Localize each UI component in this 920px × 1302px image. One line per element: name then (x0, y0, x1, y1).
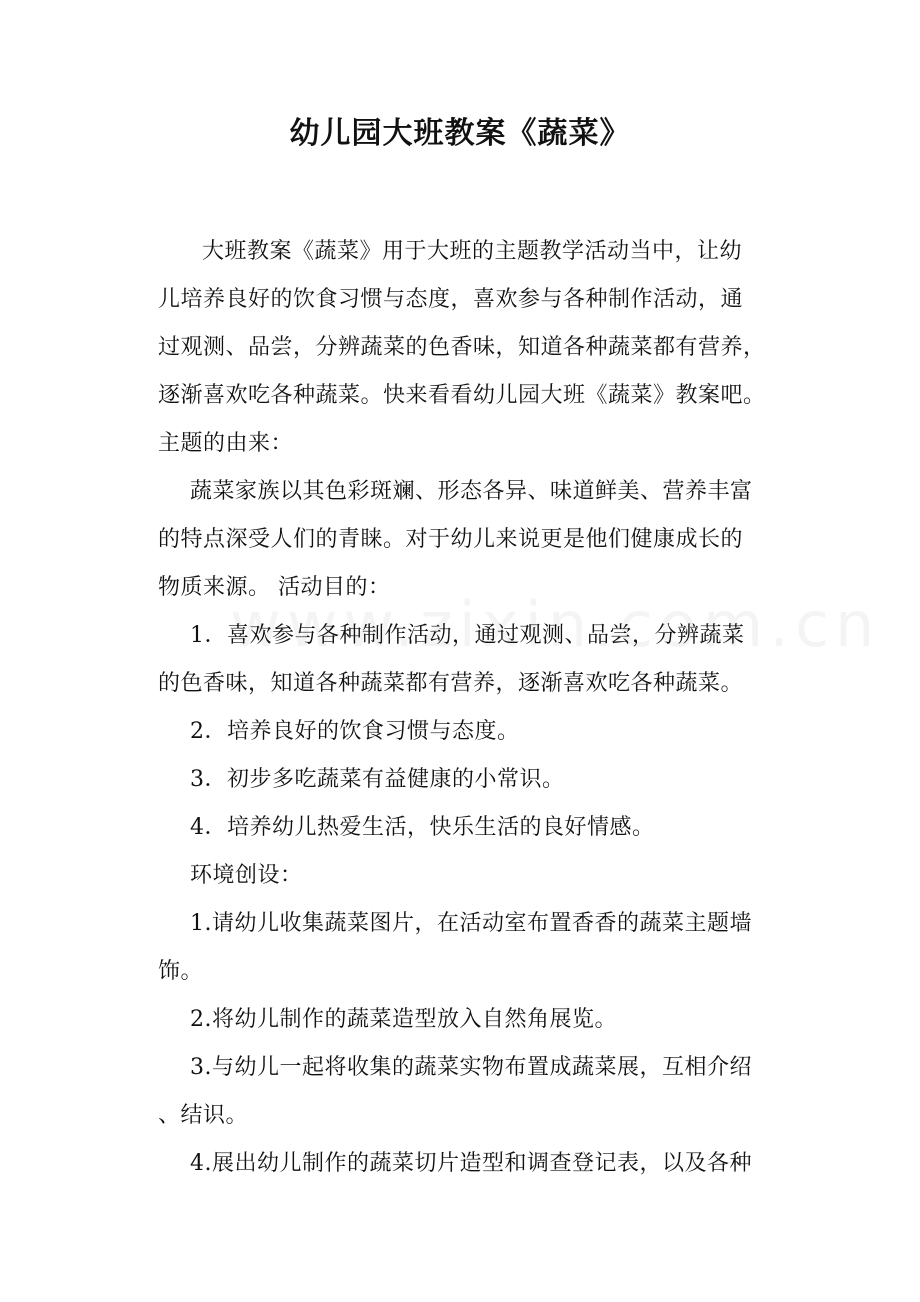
paragraph-line: 物质来源。 活动目的： (158, 575, 391, 600)
list-item: 4．培养幼儿热爱生活，快乐生活的良好情感。 (190, 815, 655, 840)
list-item-continuation: 、结识。 (158, 1103, 249, 1128)
list-item: 3．初步多吃蔬菜有益健康的小常识。 (190, 767, 565, 792)
list-item-continuation: 饰。 (158, 959, 204, 984)
list-item: 1．喜欢参与各种制作活动，通过观测、品尝，分辨蔬菜 (190, 623, 745, 648)
paragraph-line: 大班教案《蔬菜》用于大班的主题教学活动当中，让幼 (202, 239, 743, 264)
document-body (158, 228, 778, 1188)
section-heading: 主题的由来： (158, 431, 294, 456)
paragraph-line: 儿培养良好的饮食习惯与态度，喜欢参与各种制作活动，通 (158, 287, 744, 312)
list-item: 4.展出幼儿制作的蔬菜切片造型和调查登记表，以及各种 (190, 1151, 752, 1176)
paragraph-line: 蔬菜家族以其色彩斑斓、形态各异、味道鲜美、营养丰富 (190, 479, 753, 504)
list-item: 1.请幼儿收集蔬菜图片，在活动室布置香香的蔬菜主题墙 (190, 911, 752, 936)
paragraph-line: 逐渐喜欢吃各种蔬菜。快来看看幼儿园大班《蔬菜》教案吧。 (158, 383, 766, 408)
paragraph-line: 的特点深受人们的青睐。对于幼儿来说更是他们健康成长的 (158, 527, 744, 552)
section-heading: 环境创设： (190, 863, 303, 888)
list-item: 2.将幼儿制作的蔬菜造型放入自然角展览。 (190, 1007, 617, 1032)
list-item-continuation: 的色香味，知道各种蔬菜都有营养，逐渐喜欢吃各种蔬菜。 (158, 671, 744, 696)
list-item: 3.与幼儿一起将收集的蔬菜实物布置成蔬菜展，互相介绍 (190, 1055, 752, 1080)
list-item: 2．培养良好的饮食习惯与态度。 (190, 719, 520, 744)
paragraph-line: 过观测、品尝，分辨蔬菜的色香味，知道各种蔬菜都有营养， (158, 335, 766, 360)
document-title: 幼儿园大班教案《蔬菜》 (289, 116, 631, 151)
